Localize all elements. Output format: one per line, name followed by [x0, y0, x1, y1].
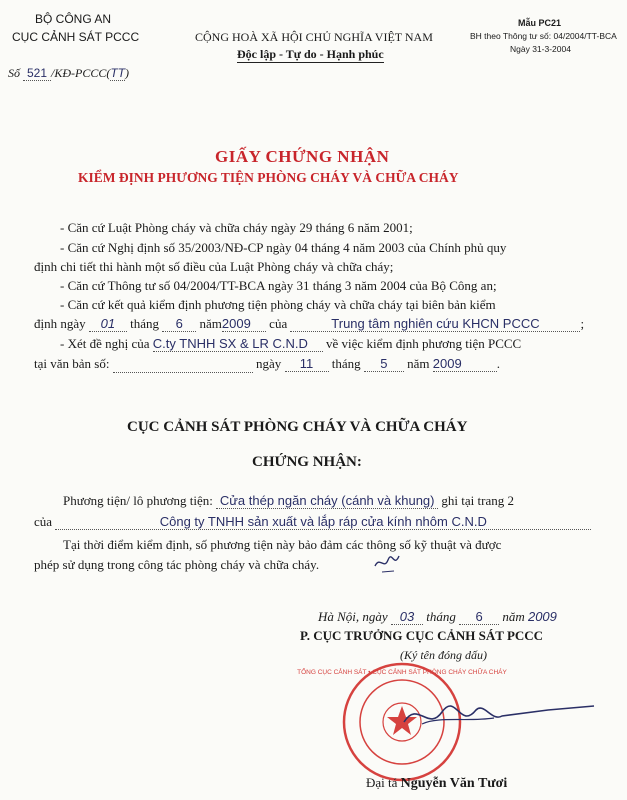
label-nam-2: năm: [407, 356, 430, 371]
doc-no-tail: TT: [110, 66, 126, 80]
doc-number: [8, 66, 129, 81]
form-code: Mẫu PC21: [518, 18, 562, 28]
basis-circular: - Căn cứ Thông tư số 04/2004/TT-BCA ngày 31 tháng 3 năm 2004 của Bộ Công an;: [60, 278, 497, 293]
inspection-month: 6: [162, 316, 196, 332]
label-nam: năm: [199, 316, 222, 331]
document-subtitle: KIỂM ĐỊNH PHƯƠNG TIỆN PHÒNG CHÁY VÀ CHỮA CHÁY: [78, 170, 459, 185]
document-title: GIẤY CHỨNG NHẬN: [215, 147, 390, 166]
signing-place-date: [318, 609, 557, 625]
label-sign-year: năm: [502, 609, 525, 624]
request-line: [60, 336, 521, 352]
signer-name: Nguyễn Văn Tươi: [400, 776, 508, 791]
certification-statement: Tại thời điểm kiểm định, số phương tiện này bảo đảm các thông số kỹ thuật và được: [63, 537, 502, 552]
sign-note: (Ký tên đóng dấu): [400, 648, 487, 662]
label-owner: của: [34, 514, 53, 529]
certification-statement-cont: phép sử dụng trong công tác phòng cháy và chữa cháy.: [34, 557, 320, 572]
basis-decree-cont: định chi tiết thi hành một số điều của Luật Phòng cháy và chữa cháy;: [34, 259, 394, 274]
end-period: .: [496, 356, 501, 371]
label-thang-2: tháng: [331, 356, 361, 371]
inspection-year: 2009: [222, 316, 266, 332]
equipment-value: Cửa thép ngăn cháy (cánh và khung): [216, 493, 438, 509]
owner-value: Công ty TNHH sản xuất và lắp ráp cửa kính nhôm C.N.D: [55, 514, 591, 530]
basis-decree: - Căn cứ Nghị định số 35/2003/NĐ-CP ngày 04 tháng 4 năm 2003 của Chính phủ quy: [60, 240, 507, 255]
equipment-line: [63, 493, 514, 509]
doc-no-label: Số: [8, 66, 20, 80]
initial-mark: [372, 550, 402, 576]
inspection-day: 01: [89, 316, 127, 332]
stamp-ring-text: TỔNG CỤC CẢNH SÁT • CỤC CẢNH SÁT PHÒNG CHÁY CHỮA CHÁY: [297, 669, 507, 676]
label-dinh-ngay: định ngày: [34, 316, 86, 331]
signer-position: P. CỤC TRƯỞNG CỤC CẢNH SÁT PCCC: [300, 628, 544, 643]
doc-no-close: ): [125, 66, 130, 80]
request-year: 2009: [433, 356, 497, 372]
national-motto: Độc lập - Tự do - Hạnh phúc: [237, 47, 384, 61]
signing-month: 6: [459, 609, 499, 625]
handwritten-signature: [398, 692, 598, 738]
signer-rank: Đại tá: [366, 775, 398, 790]
department-name: CỤC CẢNH SÁT PCCC: [12, 30, 140, 44]
doc-no-suffix: /KĐ-PCCC(: [51, 66, 111, 80]
inspection-org: Trung tâm nghiên cứu KHCN PCCC: [290, 316, 580, 332]
republic-title: CỘNG HOÀ XÃ HỘI CHỦ NGHĨA VIỆT NAM: [195, 30, 433, 44]
label-van-ban-so: tại văn bản số:: [34, 356, 110, 371]
inspection-date-line: [34, 316, 584, 332]
form-reference: BH theo Thông tư số: 04/2004/TT-BCA: [470, 31, 617, 41]
equipment-page-note: ghi tại trang 2: [441, 493, 514, 508]
document-ref-blank: [113, 356, 253, 373]
end-semicolon: ;: [580, 316, 585, 331]
label-cua: của: [269, 316, 288, 331]
owner-line: [34, 514, 591, 530]
signer-line: [366, 775, 507, 792]
document-ref-line: [34, 356, 500, 373]
request-month: 5: [364, 356, 404, 372]
label-ngay: ngày: [255, 356, 282, 371]
label-xet-de-nghi: - Xét đề nghị của: [60, 336, 150, 351]
form-date: Ngày 31-3-2004: [510, 44, 571, 54]
label-sign-month: tháng: [426, 609, 456, 624]
certifies-heading: CHỨNG NHẬN:: [252, 454, 362, 470]
basis-law: - Căn cứ Luật Phòng cháy và chữa cháy ngày 29 tháng 6 năm 2001;: [60, 220, 413, 235]
signing-place: Hà Nội, ngày: [318, 609, 388, 624]
request-subject: về việc kiểm định phương tiện PCCC: [326, 336, 522, 351]
signing-day: 03: [391, 609, 423, 625]
requesting-company: C.ty TNHH SX & LR C.N.D: [153, 336, 323, 352]
basis-result: - Căn cứ kết quả kiểm định phương tiện phòng cháy và chữa cháy tại biên bản kiểm: [60, 297, 496, 312]
signing-year: 2009: [527, 609, 557, 624]
label-thang: tháng: [130, 316, 160, 331]
doc-no-value: 521: [23, 66, 51, 81]
issuing-authority: CỤC CẢNH SÁT PHÒNG CHÁY VÀ CHỮA CHÁY: [127, 419, 468, 435]
ministry-name: BỘ CÔNG AN: [35, 12, 112, 26]
label-equipment: Phương tiện/ lô phương tiện:: [63, 493, 213, 508]
request-day: 11: [285, 356, 329, 372]
